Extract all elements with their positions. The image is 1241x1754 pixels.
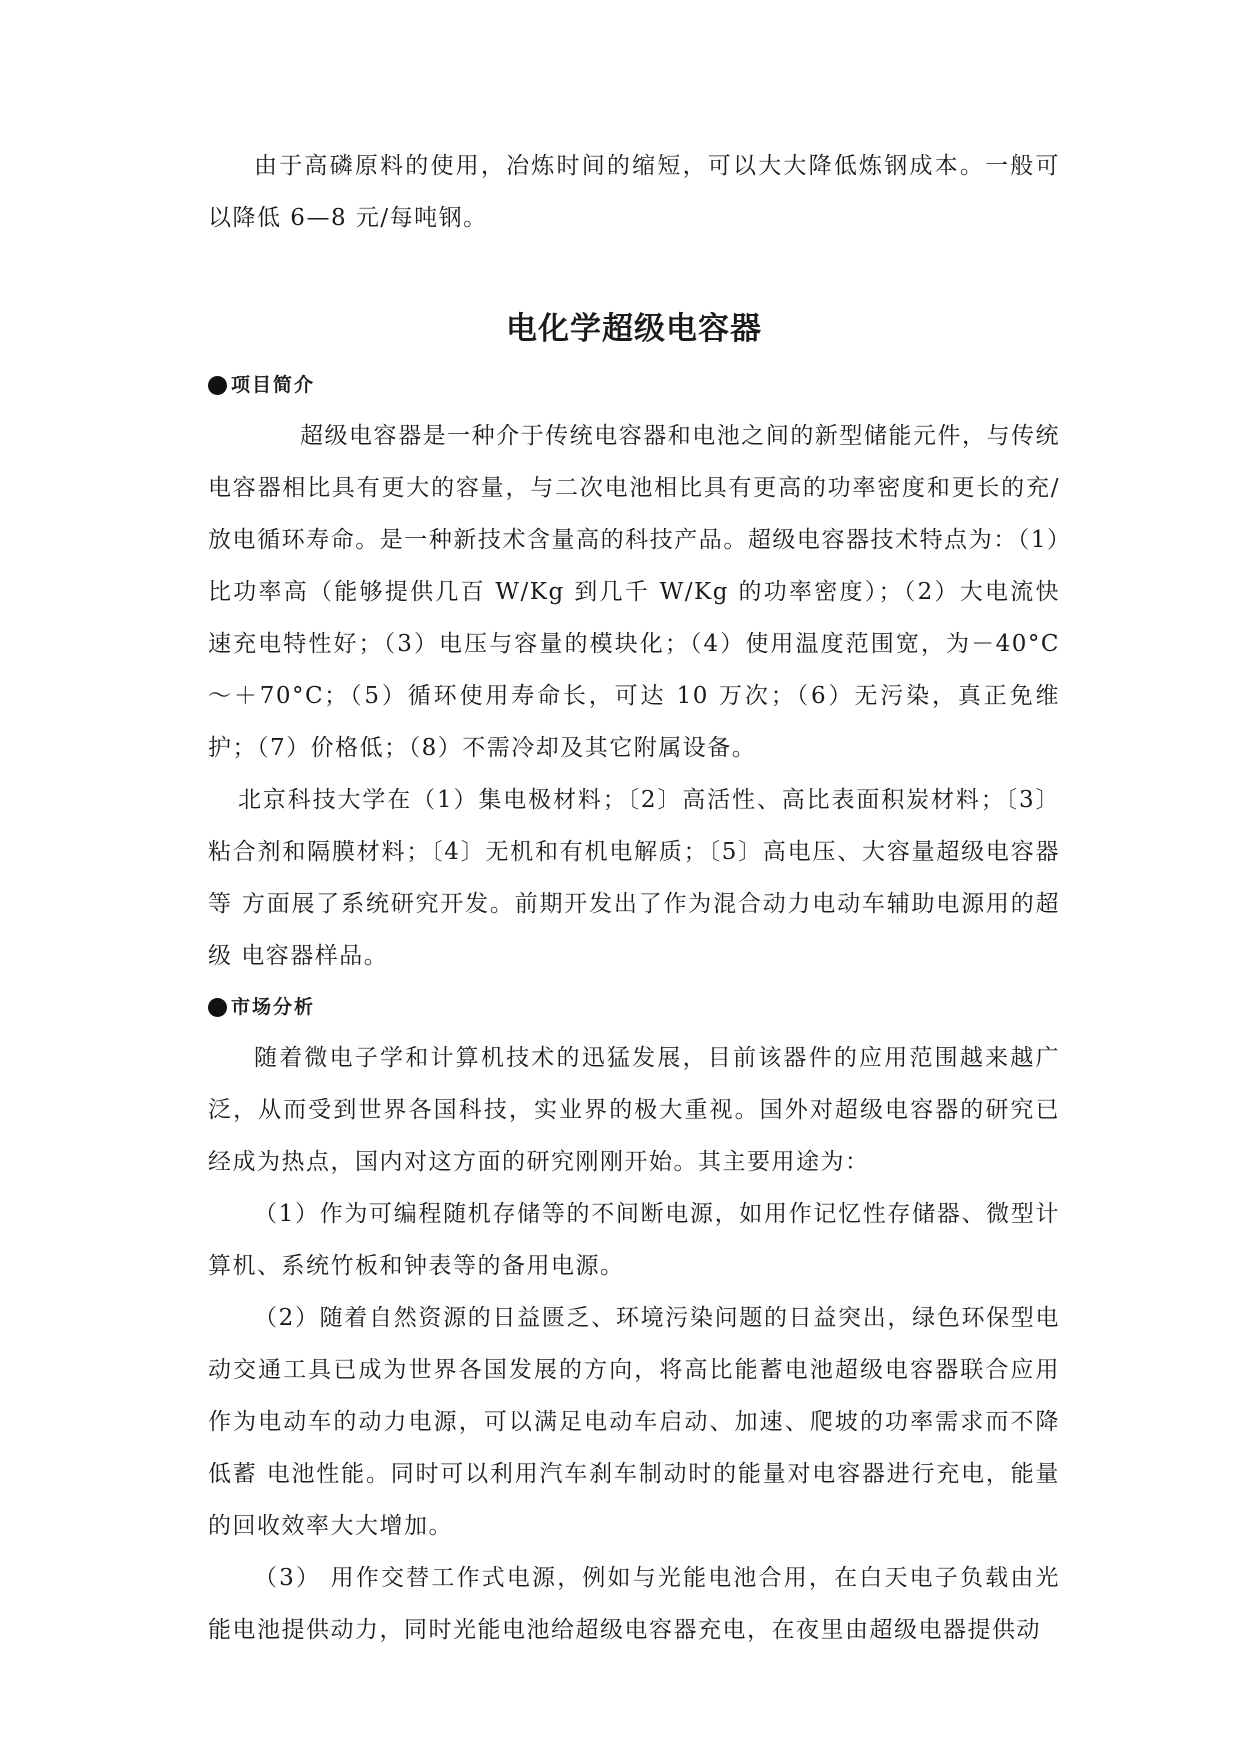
- bullet-icon: [208, 998, 227, 1017]
- intro-research-paragraph: 北京科技大学在（1）集电极材料；〔2〕高活性、高比表面积炭材料；〔3〕粘合剂和隔膜材料；〔4〕无机和有机电解质；〔5〕高电压、大容量超级电容器等 方面展了系统研究开发。前期开发出了作为混合动力电动车辅助电源用的超级 电容器样品。: [208, 787, 1060, 969]
- document-page: [208, 140, 1060, 1656]
- section-heading-label: 项目简介: [231, 374, 316, 396]
- market-paragraph: 随着微电子学和计算机技术的迅猛发展，目前该器件的应用范围越来越广泛，从而受到世界各国科技，实业界的极大重视。国外对超级电容器的研究已经成为热点，国内对这方面的研究刚刚开始。其主要用途为：: [208, 1045, 1060, 1175]
- market-use-1: （1）作为可编程随机存储等的不间断电源，如用作记忆性存储器、微型计算机、系统竹板和钟表等的备用电源。: [208, 1201, 1060, 1279]
- section-heading-project-intro: [208, 360, 1060, 410]
- bullet-icon: [208, 376, 227, 395]
- intro-body-paragraph: 超级电容器是一种介于传统电容器和电池之间的新型储能元件，与传统电容器相比具有更大的容量，与二次电池相比具有更高的功率密度和更长的充/放电循环寿命。是一种新技术含量高的科技产品。超级电容器技术特点为：（1）比功率高（能够提供几百 W/Kg 到几千 W/Kg 的功率密度）；（2）大电流快速充电特性好；（3）电压与容量的模块化；（4）使用温度范围宽，为－40°C～＋70°C；（5）循环使用寿命长，可达 10 万次；（6）无污染，真正免维护；（7）价格低；（8）不需冷却及其它附属设备。: [208, 423, 1060, 761]
- section-heading-market-analysis: [208, 982, 1060, 1032]
- intro-paragraph: 由于高磷原料的使用，冶炼时间的缩短，可以大大降低炼钢成本。一般可以降低 6—8 元/每吨钢。: [208, 153, 1060, 231]
- market-use-3: （3） 用作交替工作式电源，例如与光能电池合用，在白天电子负载由光能电池提供动力，同时光能电池给超级电容器充电，在夜里由超级电器提供动: [208, 1565, 1060, 1643]
- document-title: 电化学超级电容器: [506, 311, 762, 347]
- market-use-2: （2）随着自然资源的日益匮乏、环境污染问题的日益突出，绿色环保型电动交通工具已成为世界各国发展的方向，将高比能蓄电池超级电容器联合应用作为电动车的动力电源，可以满足电动车启动、加速、爬坡的功率需求而不降低蓄 电池性能。同时可以利用汽车刹车制动时的能量对电容器进行充电，能量的回收效率大大增加。: [208, 1305, 1060, 1539]
- section-heading-label: 市场分析: [231, 996, 316, 1018]
